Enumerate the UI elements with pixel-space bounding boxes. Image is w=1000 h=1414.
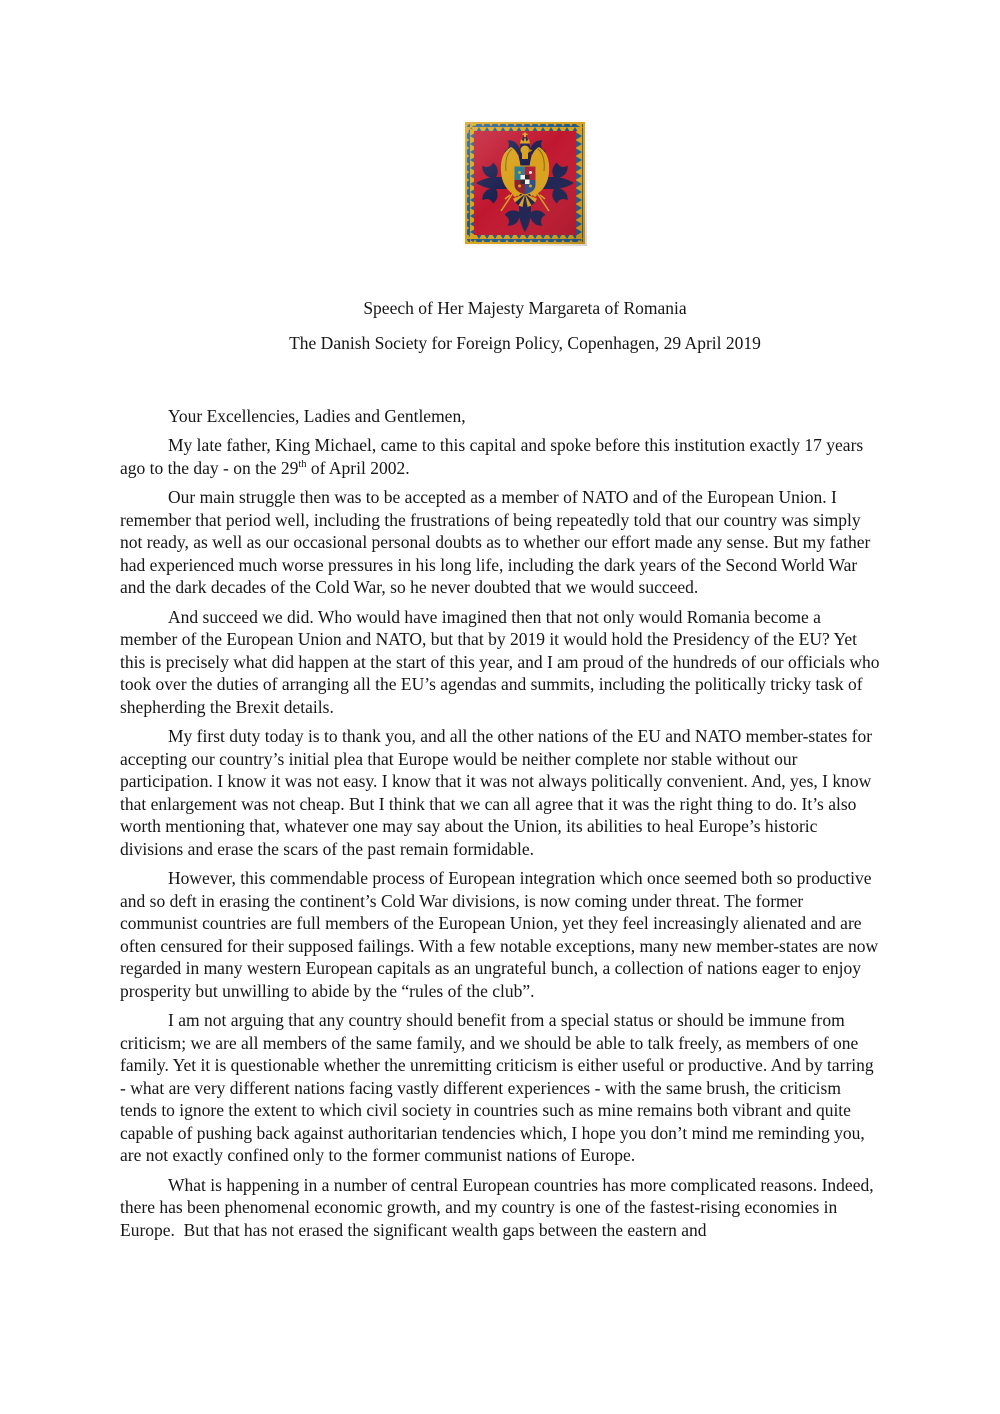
document-header xyxy=(145,297,905,355)
paragraph-5: However, this commendable process of European integration which once seemed both so productive and so deft in erasing the continent’s Cold War divisions, is now coming under threat. The former communist countries are full members of the European Union, yet they feel increasingly alienated and are often censured for their supposed failings. With a few notable exceptions, many new member-states are now regarded in many western European capitals as an ungrateful bunch, a collection of nations eager to enjoy prosperity but unwilling to abide by the “rules of the club”. xyxy=(120,868,879,1001)
romanian-royal-standard-image xyxy=(463,120,587,246)
fabric-shading-overlay xyxy=(463,120,587,246)
paragraph-7: What is happening in a number of central European countries has more complicated reasons. Indeed, there has been phenomenal economic growth, and my country is one of the fastest-rising economies in Europe. But that has not erased the significant wealth gaps between the eastern and xyxy=(120,1174,874,1240)
ordinal-superscript: th xyxy=(298,458,307,470)
paragraph-6: I am not arguing that any country should benefit from a special status or should be immune from criticism; we are all members of the same family, and we should be able to talk freely, as members of one family. Yet it is questionable whether the unremitting criticism is either useful or productive. And by tarring - what are very different nations facing vastly different experiences - with the same brush, the criticism tends to ignore the extent to which civil society in countries such as mine remains both vibrant and quite capable of pushing back against authoritarian tendencies which, I hope you don’t mind me reminding you, are not exactly confined only to the former communist nations of Europe. xyxy=(120,1010,874,1165)
paragraph-1 xyxy=(120,434,880,479)
paragraph-2: Our main struggle then was to be accepted as a member of NATO and of the European Union. I remember that period well, including the frustrations of being repeatedly told that our country was simply not ready, as well as our occasional personal doubts as to whether our effort made any sense. But my father had experienced much worse pressures in his long life, including the dark years of the Second World War and the dark decades of the Cold War, so he never doubted that we would succeed. xyxy=(120,487,871,597)
paragraph-4: My first duty today is to thank you, and all the other nations of the EU and NATO member-states for accepting our country’s initial plea that Europe would be neither complete nor stable without our participation. I know it was not easy. I know that it was not always politically convenient. And, yes, I know that enlargement was not cheap. But I think that we can all agree that it was the right thing to do. It’s also worth mentioning that, whatever one may say about the Union, its abilities to heal Europe’s historic divisions and erase the scars of the past remain formidable. xyxy=(120,726,873,859)
speech-body xyxy=(120,405,880,1242)
document-subtitle: The Danish Society for Foreign Policy, Copenhagen, 29 April 2019 xyxy=(289,333,761,353)
paragraph-1-text-after: of April 2002. xyxy=(306,457,410,478)
paragraph-3: And succeed we did. Who would have imagined then that not only would Romania become a member of the European Union and NATO, but that by 2019 it would hold the Presidency of the EU? Yet this is precisely what did happen at the start of this year, and I am proud of the hundreds of our officials who took over the duties of arranging all the EU’s agendas and summits, including the politically tricky task of shepherding the Brexit details. xyxy=(120,606,880,717)
salutation: Your Excellencies, Ladies and Gentlemen, xyxy=(168,405,466,426)
paragraph-1-text: My late father, King Michael, came to this capital and spoke before this institution exactly 17 years ago to the day - on the 29 xyxy=(120,435,864,478)
royal-standard-flag-graphic xyxy=(463,120,587,246)
document-content xyxy=(0,120,1000,1241)
document-title: Speech of Her Majesty Margareta of Romania xyxy=(363,298,687,318)
